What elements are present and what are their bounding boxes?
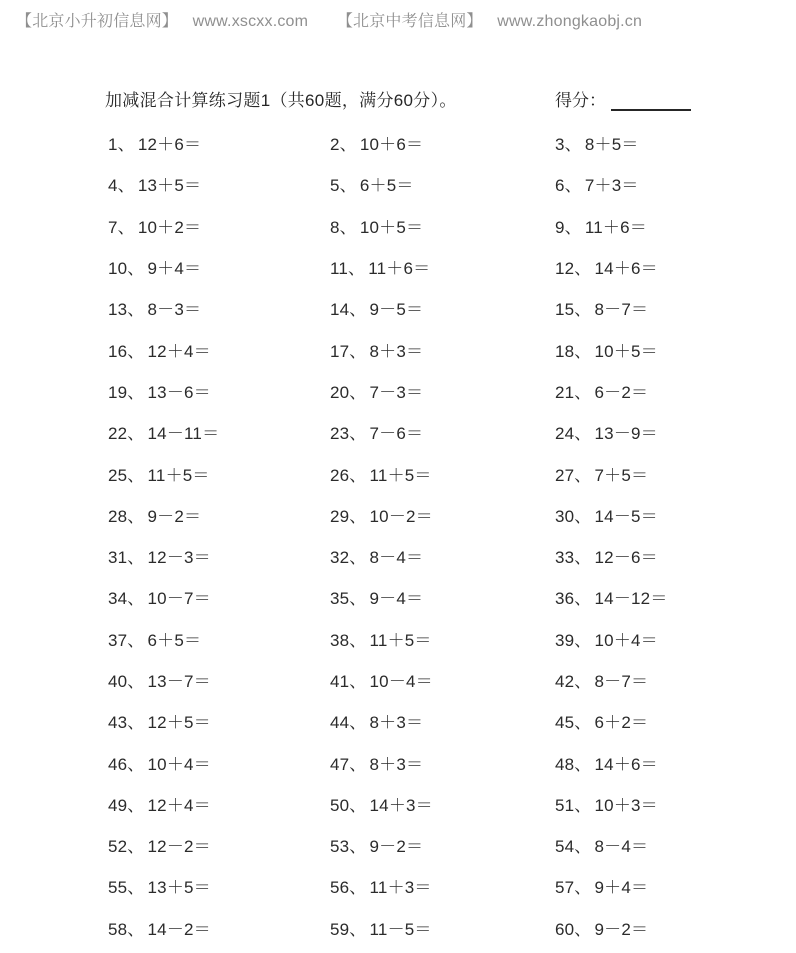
problem-item [330,494,555,535]
problem-expression: 14＋6＝ [594,754,658,774]
site2-name: 【北京中考信息网】 [336,13,483,30]
problem-expression: 8－7＝ [594,672,649,691]
problem-expression: 14－12＝ [594,589,668,609]
score-label: 得分： [555,91,606,110]
problem-expression: 13－9＝ [594,424,658,444]
problem-number: 56、 [330,878,367,898]
problem-number: 36、 [555,589,592,609]
problem-number: 6、 [555,176,582,196]
problem-number: 17、 [330,341,367,361]
problem-item [108,494,330,535]
problem-number: 14、 [330,300,367,320]
problem-item [108,741,330,782]
problem-expression: 7－6＝ [369,424,424,444]
problem-item [108,576,330,617]
problem-expression: 10＋4＝ [147,754,211,774]
problem-expression: 6＋2＝ [594,713,649,733]
problem-expression: 14－11＝ [147,424,220,444]
problem-item [555,328,796,369]
problem-item [108,122,330,163]
problem-item [108,452,330,493]
problem-expression: 10＋6＝ [359,135,424,155]
problem-expression: 8－7＝ [594,300,649,320]
problem-number: 38、 [330,630,367,650]
site-header [16,8,642,31]
problem-item [330,411,555,452]
problem-number: 53、 [330,837,367,857]
title-row [0,86,796,112]
problem-item [330,122,555,163]
problem-expression: 7＋3＝ [584,176,639,196]
problem-item [330,205,555,246]
problem-number: 35、 [330,589,367,609]
problem-expression: 13＋5＝ [147,878,211,898]
problem-item [108,700,330,741]
problem-expression: 10－7＝ [147,589,211,609]
problem-number: 42、 [555,672,592,691]
problem-number: 40、 [108,672,145,691]
problem-expression: 9－2＝ [147,506,202,526]
problem-number: 19、 [108,382,145,402]
problem-number: 37、 [108,630,145,650]
problem-item [330,163,555,204]
problem-expression: 10＋5＝ [359,217,424,237]
problem-item [555,287,796,328]
problem-item [555,907,796,948]
problem-item [555,618,796,659]
problem-expression: 8＋3＝ [369,754,424,774]
problem-number: 50、 [330,795,367,815]
problem-item [330,246,555,287]
site1-url: www.xscxx.com [192,13,309,30]
problem-expression: 10－4＝ [369,672,433,691]
problem-expression: 13－6＝ [147,382,211,402]
problem-number: 9、 [555,217,582,237]
problem-expression: 7＋5＝ [594,465,649,485]
problem-expression: 13－7＝ [147,672,211,691]
problem-number: 49、 [108,795,145,815]
problem-number: 27、 [555,465,592,485]
problem-item [330,370,555,411]
problem-number: 20、 [330,382,367,402]
problem-item [108,205,330,246]
problem-number: 44、 [330,713,367,733]
problem-expression: 9＋4＝ [147,259,202,279]
problem-number: 2、 [330,135,357,155]
problem-number: 21、 [555,382,592,402]
problem-number: 32、 [330,548,367,568]
problem-expression: 12＋4＝ [147,341,211,361]
problem-item [555,700,796,741]
problem-expression: 8－3＝ [147,300,202,320]
problem-number: 51、 [555,795,592,815]
site2-url: www.zhongkaobj.cn [497,13,643,30]
problem-item [555,824,796,865]
problem-item [555,205,796,246]
problem-item [108,328,330,369]
problem-item [330,741,555,782]
problem-number: 4、 [108,176,135,196]
problem-item [330,328,555,369]
problem-item [555,122,796,163]
problem-expression: 9－4＝ [369,589,424,609]
problem-number: 55、 [108,878,145,898]
score-blank-line [611,92,691,111]
problem-expression: 8－4＝ [369,548,424,568]
worksheet-title: 加减混合计算练习题1（共60题，满分60分）。 [105,91,457,110]
problem-item [108,659,330,700]
problem-number: 45、 [555,713,592,733]
problem-number: 12、 [555,259,592,279]
problem-item [108,370,330,411]
problem-number: 30、 [555,506,592,526]
problem-number: 15、 [555,300,592,320]
problem-item [108,411,330,452]
problem-item [108,783,330,824]
problem-expression: 6－2＝ [594,382,649,402]
problem-item [108,163,330,204]
problem-item [330,907,555,948]
problem-number: 25、 [108,465,145,485]
problem-number: 41、 [330,672,367,691]
problem-item [555,865,796,906]
score-group [555,86,691,111]
problem-number: 13、 [108,300,145,320]
problem-item [555,452,796,493]
problem-number: 26、 [330,465,367,485]
problem-item [108,535,330,576]
problem-item [330,576,555,617]
problem-expression: 8＋3＝ [369,341,424,361]
problem-item [555,576,796,617]
problem-expression: 9－2＝ [594,919,649,939]
problem-number: 11、 [330,259,366,279]
problem-expression: 12＋5＝ [147,713,211,733]
problem-item [330,865,555,906]
problem-expression: 11＋3＝ [369,878,432,898]
problem-expression: 11＋5＝ [369,630,432,650]
problem-expression: 10＋2＝ [137,217,202,237]
problem-number: 47、 [330,754,367,774]
problem-number: 48、 [555,754,592,774]
problem-expression: 12＋6＝ [137,135,202,155]
problem-expression: 10＋3＝ [594,795,658,815]
problem-item [330,618,555,659]
problem-item [555,494,796,535]
problem-number: 10、 [108,259,145,279]
problem-expression: 12＋4＝ [147,795,211,815]
problem-expression: 14＋6＝ [594,259,658,279]
problem-item [108,287,330,328]
problem-number: 39、 [555,630,592,650]
problem-expression: 11＋5＝ [369,465,432,485]
problem-number: 23、 [330,424,367,444]
problem-item [108,618,330,659]
problem-number: 3、 [555,135,582,155]
problem-item [330,287,555,328]
problem-item [108,907,330,948]
problem-number: 16、 [108,341,145,361]
problem-expression: 14－2＝ [147,919,211,939]
problem-expression: 11－5＝ [369,919,432,939]
problem-item [555,783,796,824]
problem-expression: 11＋6＝ [368,259,431,279]
problem-number: 57、 [555,878,592,898]
problem-number: 52、 [108,837,145,857]
problem-expression: 7－3＝ [369,382,424,402]
problem-expression: 11＋5＝ [147,465,210,485]
problem-item [330,659,555,700]
problem-expression: 8－4＝ [594,837,649,857]
problem-number: 1、 [108,135,135,155]
problem-expression: 14－5＝ [594,506,658,526]
problem-number: 7、 [108,217,135,237]
problem-expression: 13＋5＝ [137,176,202,196]
problem-number: 54、 [555,837,592,857]
problem-expression: 9－2＝ [369,837,424,857]
problem-number: 33、 [555,548,592,568]
problem-item [108,865,330,906]
problem-expression: 12－6＝ [594,548,658,568]
problem-number: 29、 [330,506,367,526]
problem-number: 31、 [108,548,145,568]
site1-name: 【北京小升初信息网】 [16,13,179,30]
problem-number: 18、 [555,341,592,361]
problem-expression: 6＋5＝ [147,630,202,650]
problem-expression: 9－5＝ [369,300,424,320]
problem-item [555,411,796,452]
problem-item [555,370,796,411]
problem-number: 8、 [330,217,357,237]
problem-item [108,824,330,865]
problem-number: 58、 [108,919,145,939]
problem-item [108,246,330,287]
problem-item [330,824,555,865]
problem-item [330,452,555,493]
problem-item [330,535,555,576]
problem-number: 34、 [108,589,145,609]
problem-expression: 12－3＝ [147,548,211,568]
problem-number: 59、 [330,919,367,939]
problem-number: 60、 [555,919,592,939]
problem-expression: 14＋3＝ [369,795,433,815]
problem-item [555,535,796,576]
problems-grid [0,122,796,948]
problem-expression: 8＋5＝ [584,135,639,155]
problem-expression: 10＋5＝ [594,341,658,361]
problem-item [330,700,555,741]
problem-number: 5、 [330,176,357,196]
problem-number: 43、 [108,713,145,733]
problem-expression: 11＋6＝ [584,217,647,237]
problem-expression: 9＋4＝ [594,878,649,898]
problem-expression: 12－2＝ [147,837,211,857]
problem-number: 46、 [108,754,145,774]
problem-number: 28、 [108,506,145,526]
problem-item [555,246,796,287]
problem-number: 22、 [108,424,145,444]
problem-item [555,659,796,700]
problem-expression: 8＋3＝ [369,713,424,733]
problem-expression: 10－2＝ [369,506,433,526]
problem-item [555,741,796,782]
problem-item [330,783,555,824]
problem-expression: 10＋4＝ [594,630,658,650]
problem-expression: 6＋5＝ [359,176,414,196]
problem-number: 24、 [555,424,592,444]
problem-item [555,163,796,204]
